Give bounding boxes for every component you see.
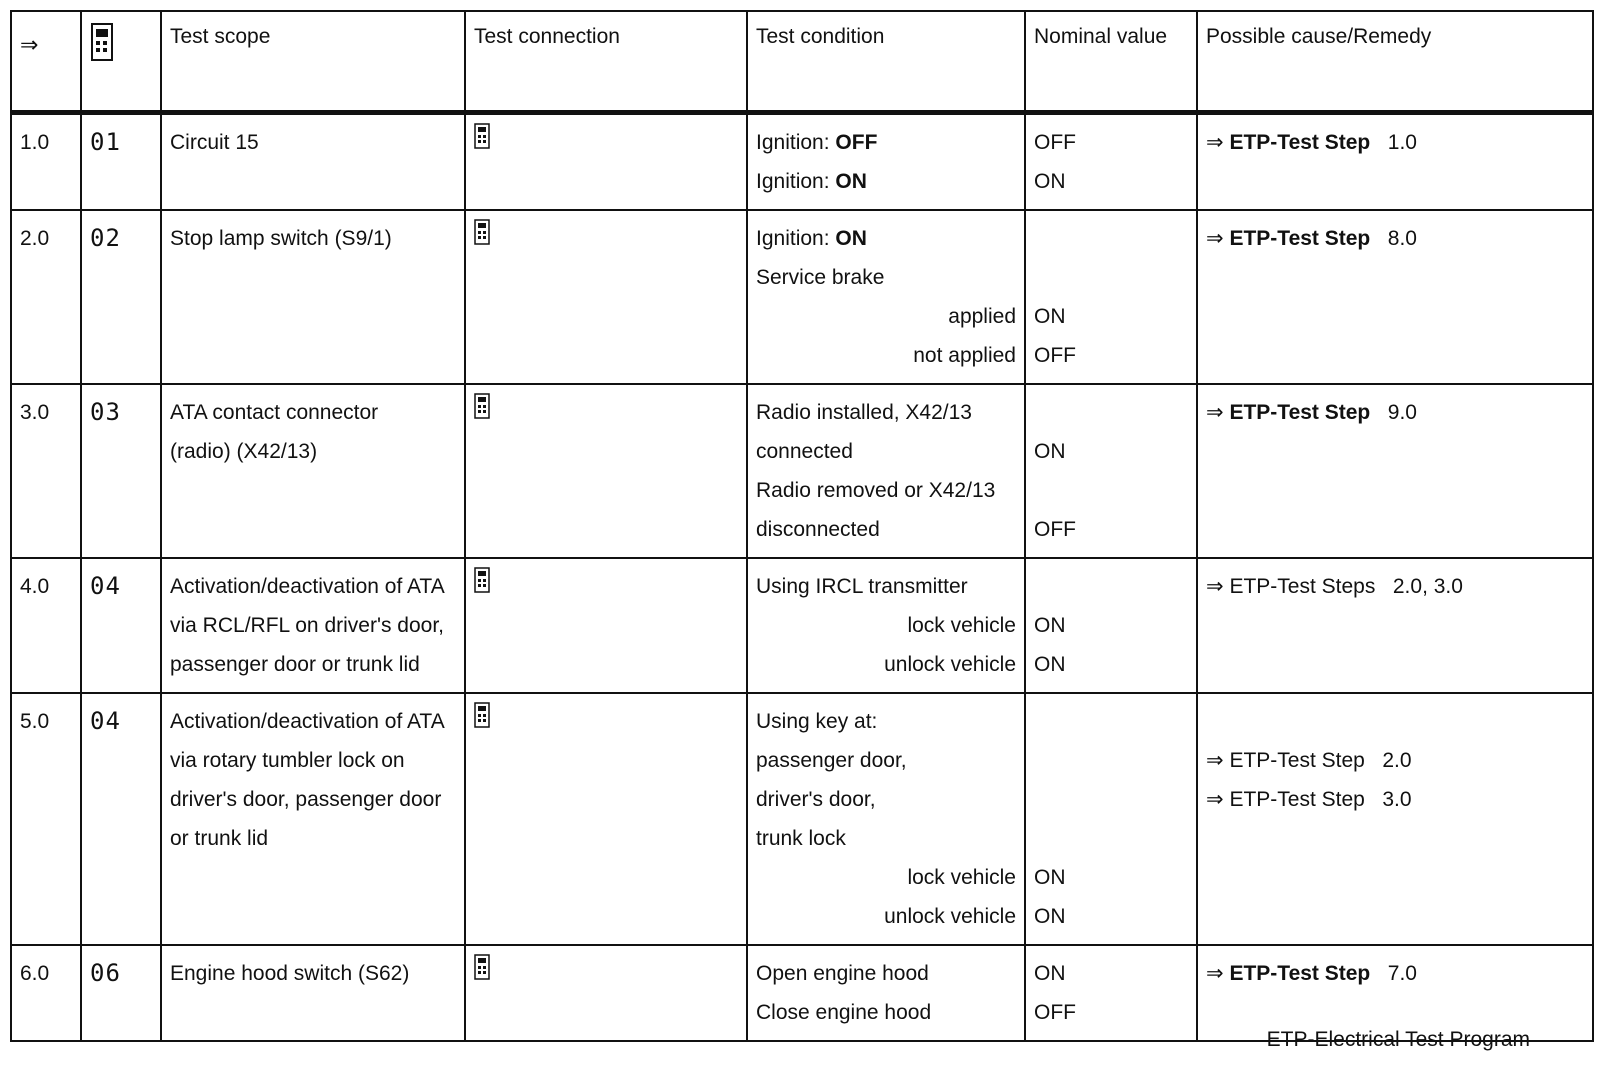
condition-line xyxy=(756,819,1016,858)
nominal-line xyxy=(1034,258,1188,297)
condition-label: unlock vehicle xyxy=(884,905,1016,928)
scope-line: Circuit 15 xyxy=(170,131,259,154)
table-header xyxy=(11,11,1593,113)
scope-line: passenger door or trunk lid xyxy=(170,653,420,676)
nominal-line: ON xyxy=(1034,614,1066,637)
nominal-value xyxy=(1025,945,1197,1041)
nominal-line xyxy=(1034,393,1188,432)
condition-line xyxy=(756,432,1016,471)
condition-label: Service brake xyxy=(756,266,885,289)
step-number: 2.0 xyxy=(11,210,81,384)
header-arrow: ⇒ xyxy=(11,11,81,113)
remedy-text: Test Step xyxy=(1277,749,1365,772)
nominal-line: ON xyxy=(1034,866,1066,889)
tester-icon xyxy=(474,123,738,149)
condition-label: Ignition: xyxy=(756,131,830,154)
nominal-value xyxy=(1025,210,1197,384)
remedy-step-number: 8.0 xyxy=(1387,227,1417,250)
scope-line: via rotary tumbler lock on xyxy=(170,749,405,772)
condition-label: Radio removed or X42/13 xyxy=(756,479,996,502)
condition-label: passenger door, xyxy=(756,749,907,772)
test-table xyxy=(10,10,1594,1042)
remedy-spacer xyxy=(1206,702,1584,741)
condition-label: Using key at: xyxy=(756,710,878,733)
nominal-line xyxy=(1034,567,1188,606)
nominal-line: ON xyxy=(1034,962,1066,985)
possible-cause-remedy xyxy=(1197,384,1593,558)
test-condition xyxy=(747,113,1025,211)
condition-line xyxy=(756,858,1016,897)
condition-label: Radio installed, X42/13 xyxy=(756,401,972,424)
test-condition xyxy=(747,945,1025,1041)
remedy-line xyxy=(1206,123,1584,162)
nominal-line: OFF xyxy=(1034,518,1076,541)
condition-line xyxy=(756,297,1016,336)
condition-value: ON xyxy=(835,227,867,250)
nominal-value xyxy=(1025,693,1197,945)
nominal-line: ON xyxy=(1034,440,1066,463)
remedy-text: Test Step xyxy=(1277,788,1365,811)
possible-cause-remedy xyxy=(1197,945,1593,1041)
remedy-text: Test Step xyxy=(1277,131,1371,154)
nominal-line xyxy=(1034,780,1188,819)
table-row xyxy=(11,210,1593,384)
nominal-line xyxy=(1034,741,1188,780)
scope-line: via RCL/RFL on driver's door, xyxy=(170,614,445,637)
header-condition: Test condition xyxy=(747,11,1025,113)
test-condition xyxy=(747,384,1025,558)
test-scope xyxy=(161,210,465,384)
step-number: 6.0 xyxy=(11,945,81,1041)
table-row xyxy=(11,945,1593,1041)
display-code: 06 xyxy=(81,945,161,1041)
display-code: 04 xyxy=(81,558,161,693)
table-row xyxy=(11,384,1593,558)
scope-line: Activation/deactivation of ATA xyxy=(170,710,445,733)
remedy-step-number: 3.0 xyxy=(1382,788,1412,811)
condition-line xyxy=(756,393,1016,432)
condition-line xyxy=(756,258,1016,297)
test-connection xyxy=(465,945,747,1041)
condition-label: Ignition: xyxy=(756,170,830,193)
scope-line: Stop lamp switch (S9/1) xyxy=(170,227,392,250)
condition-label: not applied xyxy=(913,344,1016,367)
remedy-line xyxy=(1206,780,1584,819)
condition-value: ON xyxy=(835,170,867,193)
nominal-line xyxy=(1034,471,1188,510)
remedy-prefix: ETP- xyxy=(1229,788,1278,811)
condition-line xyxy=(756,780,1016,819)
condition-label: trunk lock xyxy=(756,827,846,850)
table-row xyxy=(11,558,1593,693)
step-number: 3.0 xyxy=(11,384,81,558)
condition-value: OFF xyxy=(835,131,878,154)
tester-icon xyxy=(474,954,738,980)
condition-label: Ignition: xyxy=(756,227,830,250)
test-condition xyxy=(747,210,1025,384)
tester-icon xyxy=(474,219,738,245)
test-connection xyxy=(465,384,747,558)
remedy-prefix: ETP- xyxy=(1229,227,1278,250)
condition-line xyxy=(756,162,1016,201)
scope-line: or trunk lid xyxy=(170,827,269,850)
remedy-text: Test Step xyxy=(1277,401,1371,424)
arrow-icon: ⇒ xyxy=(1206,749,1224,772)
nominal-value xyxy=(1025,384,1197,558)
condition-line xyxy=(756,645,1016,684)
header-connection: Test connection xyxy=(465,11,747,113)
header-remedy: Possible cause/Remedy xyxy=(1197,11,1593,113)
header-nominal: Nominal value xyxy=(1025,11,1197,113)
tester-icon xyxy=(474,567,738,593)
scope-line: Engine hood switch (S62) xyxy=(170,962,410,985)
arrow-icon: ⇒ xyxy=(1206,575,1224,598)
header-scope: Test scope xyxy=(161,11,465,113)
scope-line: ATA contact connector xyxy=(170,401,379,424)
condition-line xyxy=(756,897,1016,936)
display-code: 03 xyxy=(81,384,161,558)
nominal-line: ON xyxy=(1034,653,1066,676)
nominal-line: OFF xyxy=(1034,344,1076,367)
condition-label: Close engine hood xyxy=(756,1001,932,1024)
nominal-line: ON xyxy=(1034,905,1066,928)
nominal-line xyxy=(1034,819,1188,858)
remedy-text: Test Steps xyxy=(1277,575,1376,598)
condition-line xyxy=(756,123,1016,162)
condition-label: Open engine hood xyxy=(756,962,929,985)
nominal-line: OFF xyxy=(1034,1001,1076,1024)
test-condition xyxy=(747,693,1025,945)
display-code: 02 xyxy=(81,210,161,384)
test-scope xyxy=(161,384,465,558)
condition-line xyxy=(756,471,1016,510)
remedy-prefix: ETP- xyxy=(1229,962,1278,985)
remedy-step-number: 7.0 xyxy=(1387,962,1417,985)
arrow-icon: ⇒ xyxy=(1206,788,1224,811)
remedy-line xyxy=(1206,741,1584,780)
condition-line xyxy=(756,741,1016,780)
condition-line xyxy=(756,606,1016,645)
test-connection xyxy=(465,113,747,211)
remedy-line xyxy=(1206,219,1584,258)
table-row xyxy=(11,113,1593,211)
condition-label: lock vehicle xyxy=(907,866,1016,889)
step-number: 5.0 xyxy=(11,693,81,945)
condition-label: Using IRCL transmitter xyxy=(756,575,968,598)
nominal-line: OFF xyxy=(1034,131,1076,154)
step-number: 1.0 xyxy=(11,113,81,211)
test-scope xyxy=(161,558,465,693)
test-scope xyxy=(161,113,465,211)
arrow-icon: ⇒ xyxy=(1206,401,1224,424)
possible-cause-remedy xyxy=(1197,558,1593,693)
test-connection xyxy=(465,693,747,945)
arrow-icon: ⇒ xyxy=(1206,962,1224,985)
nominal-line xyxy=(1034,702,1188,741)
display-code: 04 xyxy=(81,693,161,945)
remedy-line xyxy=(1206,393,1584,432)
remedy-text: Test Step xyxy=(1277,962,1371,985)
footer-note: ETP-Electrical Test Program xyxy=(1266,1028,1530,1051)
condition-line xyxy=(756,993,1016,1032)
remedy-prefix: ETP- xyxy=(1229,401,1278,424)
step-number: 4.0 xyxy=(11,558,81,693)
condition-label: disconnected xyxy=(756,518,880,541)
possible-cause-remedy xyxy=(1197,693,1593,945)
header-tester-icon xyxy=(81,11,161,113)
condition-line xyxy=(756,567,1016,606)
condition-label: unlock vehicle xyxy=(884,653,1016,676)
remedy-line xyxy=(1206,954,1584,993)
tester-icon xyxy=(474,393,738,419)
scope-line: (radio) (X42/13) xyxy=(170,440,318,463)
condition-line xyxy=(756,954,1016,993)
test-condition xyxy=(747,558,1025,693)
nominal-line xyxy=(1034,219,1188,258)
scope-line: Activation/deactivation of ATA xyxy=(170,575,445,598)
remedy-step-number: 1.0 xyxy=(1387,131,1417,154)
arrow-icon: ⇒ xyxy=(1206,131,1224,154)
test-connection xyxy=(465,558,747,693)
test-scope xyxy=(161,945,465,1041)
nominal-value xyxy=(1025,113,1197,211)
remedy-step-number: 2.0 xyxy=(1382,749,1412,772)
remedy-step-number: 2.0, 3.0 xyxy=(1392,575,1463,598)
nominal-line: ON xyxy=(1034,170,1066,193)
condition-line xyxy=(756,336,1016,375)
remedy-line xyxy=(1206,567,1584,606)
nominal-line: ON xyxy=(1034,305,1066,328)
condition-line xyxy=(756,702,1016,741)
condition-label: applied xyxy=(948,305,1016,328)
remedy-step-number: 9.0 xyxy=(1387,401,1417,424)
test-connection xyxy=(465,210,747,384)
condition-label: connected xyxy=(756,440,853,463)
nominal-value xyxy=(1025,558,1197,693)
condition-line xyxy=(756,510,1016,549)
scope-line: driver's door, passenger door xyxy=(170,788,442,811)
condition-line xyxy=(756,219,1016,258)
condition-label: driver's door, xyxy=(756,788,876,811)
remedy-prefix: ETP- xyxy=(1229,131,1278,154)
remedy-prefix: ETP- xyxy=(1229,575,1278,598)
test-scope xyxy=(161,693,465,945)
table-row xyxy=(11,693,1593,945)
arrow-icon: ⇒ xyxy=(1206,227,1224,250)
tester-icon xyxy=(474,702,738,728)
possible-cause-remedy xyxy=(1197,210,1593,384)
remedy-text: Test Step xyxy=(1277,227,1371,250)
remedy-prefix: ETP- xyxy=(1229,749,1278,772)
possible-cause-remedy xyxy=(1197,113,1593,211)
display-code: 01 xyxy=(81,113,161,211)
condition-label: lock vehicle xyxy=(907,614,1016,637)
